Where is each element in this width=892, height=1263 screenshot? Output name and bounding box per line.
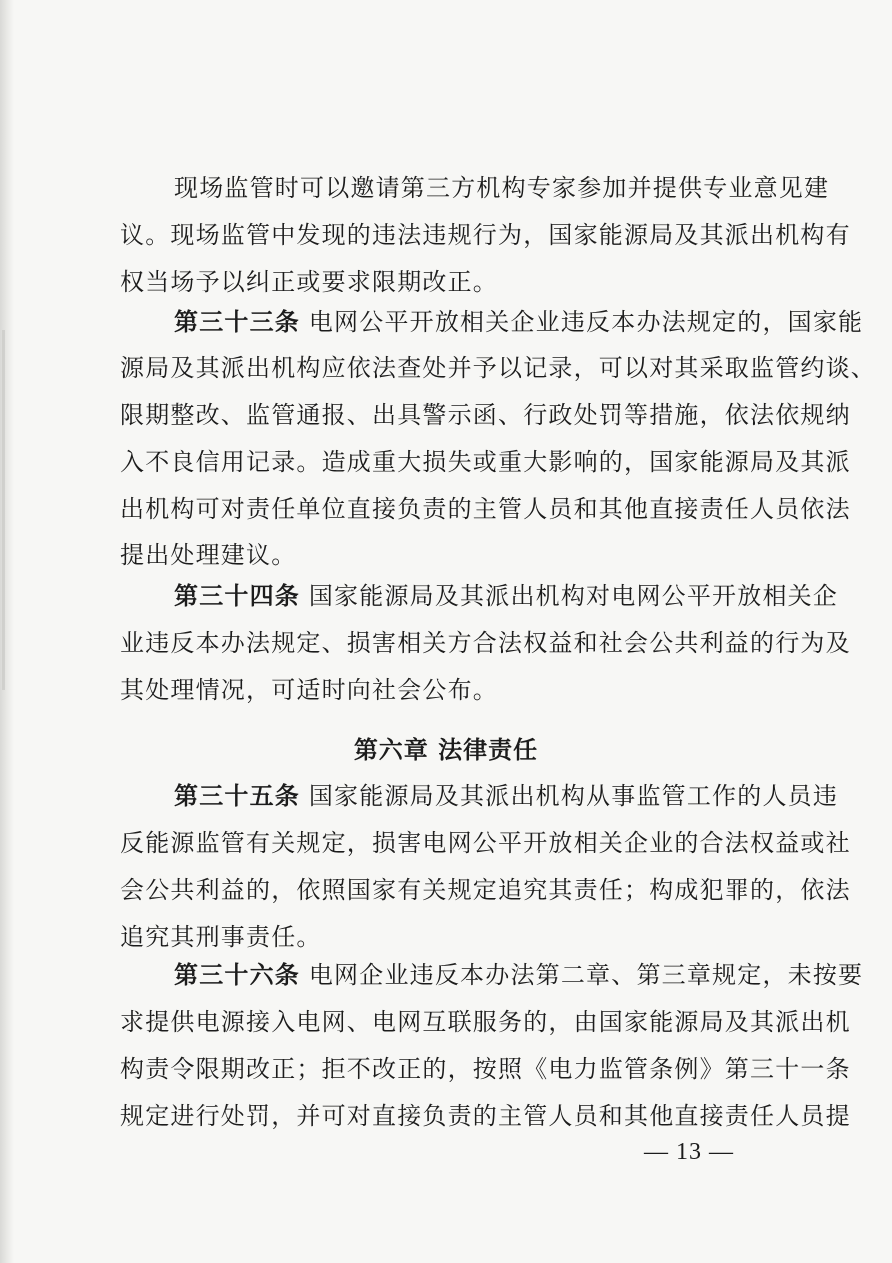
article-line: 其处理情况，可适时向社会公布。 — [120, 676, 498, 704]
article-line: 构责令限期改正；拒不改正的，按照《电力监管条例》第三十一条 — [120, 1055, 851, 1083]
page-number: — 13 — — [644, 1139, 734, 1165]
article-line: 追究其刑事责任。 — [120, 923, 322, 951]
article-title: 第三十三条 — [174, 308, 300, 336]
article-line: 求提供电源接入电网、电网互联服务的，由国家能源局及其派出机 — [120, 1008, 851, 1036]
article-text: 国家能源局及其派出机构对电网公平开放相关企 — [308, 582, 839, 610]
paragraph-line: 议。现场监管中发现的违法违规行为，国家能源局及其派出机构有 — [120, 221, 851, 249]
paragraph-line: 现场监管时可以邀请第三方机构专家参加并提供专业意见建 — [174, 174, 830, 202]
article-line: 入不良信用记录。造成重大损失或重大影响的，国家能源局及其派 — [120, 448, 851, 476]
article-text: 电网企业违反本办法第二章、第三章规定，未按要 — [308, 961, 864, 989]
article-text: 电网公平开放相关企业违反本办法规定的，国家能 — [308, 308, 864, 336]
article-line: 提出处理建议。 — [120, 541, 297, 569]
article-line: 规定进行处罚，并可对直接负责的主管人员和其他直接责任人员提 — [120, 1102, 851, 1130]
article-text: 国家能源局及其派出机构从事监管工作的人员违 — [308, 782, 839, 810]
chapter-title: 第六章 法律责任 — [353, 736, 539, 764]
article-line — [174, 580, 839, 612]
article-line — [174, 959, 864, 991]
article-line: 限期整改、监管通报、出具警示函、行政处罚等措施，依法依规纳 — [120, 401, 851, 429]
article-title: 第三十四条 — [174, 582, 300, 610]
article-line: 业违反本办法规定、损害相关方合法权益和社会公共利益的行为及 — [120, 629, 851, 657]
binding-shadow — [2, 330, 5, 690]
article-line: 反能源监管有关规定，损害电网公平开放相关企业的合法权益或社 — [120, 829, 851, 857]
article-line — [174, 780, 839, 812]
article-title: 第三十五条 — [174, 782, 300, 810]
article-line: 源局及其派出机构应依法查处并予以记录，可以对其采取监管约谈、 — [120, 354, 876, 382]
article-title: 第三十六条 — [174, 961, 300, 989]
article-line: 会公共利益的，依照国家有关规定追究其责任；构成犯罪的，依法 — [120, 876, 851, 904]
paragraph-line: 权当场予以纠正或要求限期改正。 — [120, 268, 498, 296]
article-line: 出机构可对责任单位直接负责的主管人员和其他直接责任人员依法 — [120, 495, 851, 523]
article-line — [174, 306, 864, 338]
